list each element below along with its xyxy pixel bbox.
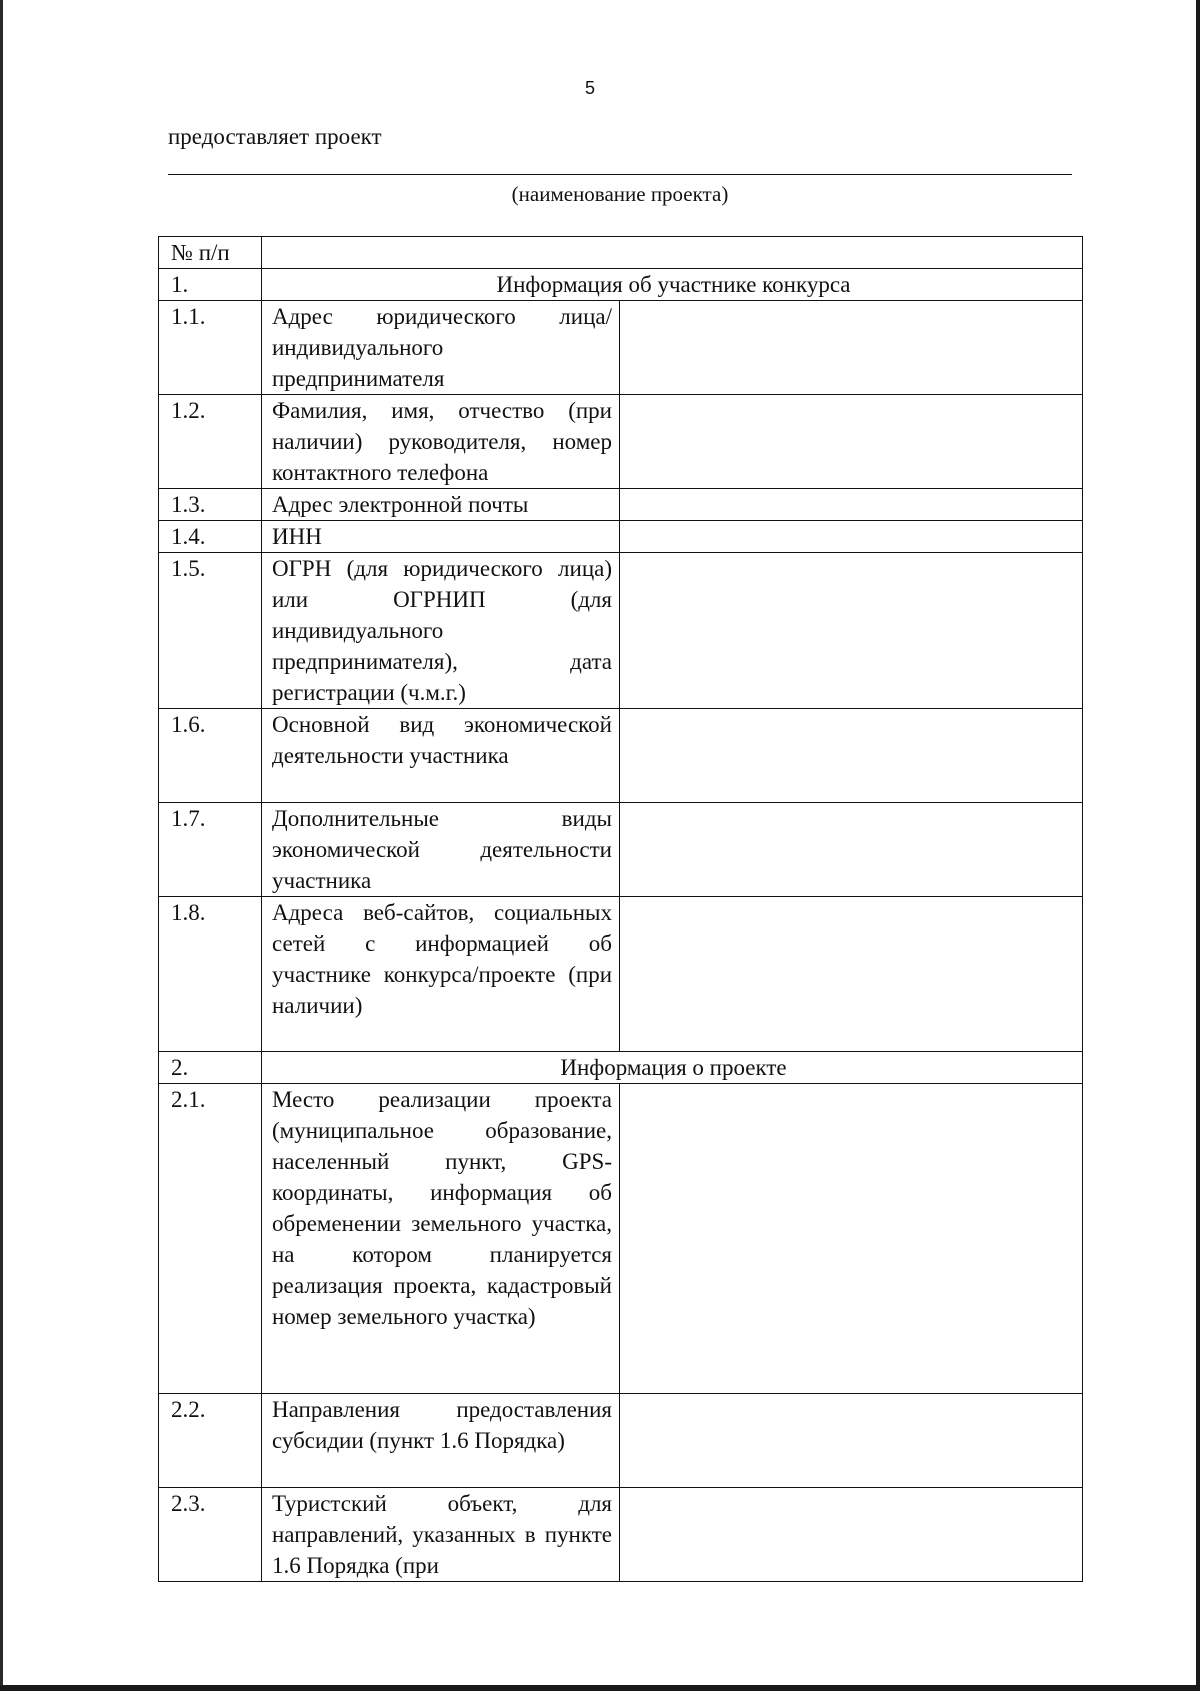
section-row-2 (159, 1052, 1083, 1084)
row-value-cell[interactable] (620, 301, 1083, 395)
row-label: Адрес юридического лица/индивидуального предпринимателя (262, 301, 620, 395)
table-header-row (159, 237, 1083, 269)
table-row (159, 553, 1083, 709)
table-row (159, 803, 1083, 897)
section-title: Информация об участнике конкурса (262, 269, 1083, 301)
row-label: Адрес электронной почты (262, 489, 620, 521)
table-row (159, 395, 1083, 489)
row-label: ИНН (262, 521, 620, 553)
row-number: 1.4. (159, 521, 262, 553)
row-value-cell[interactable] (620, 803, 1083, 897)
project-name-caption: (наименование проекта) (511, 182, 729, 206)
row-label: Адреса веб-сайтов, социальных сетей с информацией об участнике конкурса/проекте (при наличии) (262, 897, 620, 1052)
row-value-cell[interactable] (620, 897, 1083, 1052)
row-label: ОГРН (для юридического лица) или ОГРНИП (для индивидуального предпринимателя), дата регистрации (ч.м.г.) (262, 553, 620, 709)
row-value-cell[interactable] (620, 489, 1083, 521)
table-row (159, 1084, 1083, 1394)
row-number: 1.3. (159, 489, 262, 521)
table-row (159, 897, 1083, 1052)
table-row (159, 709, 1083, 803)
project-name-line[interactable] (168, 174, 1072, 175)
row-label: Основной вид экономической деятельности участника (262, 709, 620, 803)
table-row (159, 489, 1083, 521)
row-value-cell[interactable] (620, 1488, 1083, 1582)
table-row (159, 1394, 1083, 1488)
row-value-cell[interactable] (620, 709, 1083, 803)
row-number: 1. (159, 269, 262, 301)
section-row-1 (159, 269, 1083, 301)
page-number: 5 (584, 78, 595, 98)
row-number: 1.2. (159, 395, 262, 489)
row-value-cell[interactable] (620, 1394, 1083, 1488)
row-number: 2.1. (159, 1084, 262, 1394)
row-value-cell[interactable] (620, 1084, 1083, 1394)
row-number: 1.6. (159, 709, 262, 803)
row-number: 1.8. (159, 897, 262, 1052)
number-column-header: № п/п (159, 237, 262, 269)
scan-edge-right (1196, 0, 1200, 1691)
scan-edge-left (0, 0, 3, 1691)
intro-text: предоставляет проект (168, 124, 382, 149)
row-number: 2.2. (159, 1394, 262, 1488)
row-label: Туристский объект, для направлений, указанных в пункте 1.6 Порядка (при (262, 1488, 620, 1582)
row-label: Фамилия, имя, отчество (при наличии) руководителя, номер контактного телефона (262, 395, 620, 489)
row-number: 1.5. (159, 553, 262, 709)
scan-edge-bottom (0, 1685, 1200, 1691)
row-number: 2.3. (159, 1488, 262, 1582)
table-row (159, 1488, 1083, 1582)
table-row (159, 301, 1083, 395)
row-number: 1.7. (159, 803, 262, 897)
row-label: Место реализации проекта (муниципальное образование, населенный пункт, GPS-координаты, информация об обременении земельного участка, на котором планируется реализация проекта, кадастровый номер земельного участка) (262, 1084, 620, 1394)
section-title: Информация о проекте (262, 1052, 1083, 1084)
row-value-cell[interactable] (620, 521, 1083, 553)
row-label: Направления предоставления субсидии (пункт 1.6 Порядка) (262, 1394, 620, 1488)
row-value-cell[interactable] (620, 395, 1083, 489)
row-number: 1.1. (159, 301, 262, 395)
row-label: Дополнительные виды экономической деятельности участника (262, 803, 620, 897)
row-value-cell[interactable] (620, 553, 1083, 709)
table-row (159, 521, 1083, 553)
header-empty-cell (262, 237, 1083, 269)
row-number: 2. (159, 1052, 262, 1084)
application-form-table (158, 236, 1083, 1582)
